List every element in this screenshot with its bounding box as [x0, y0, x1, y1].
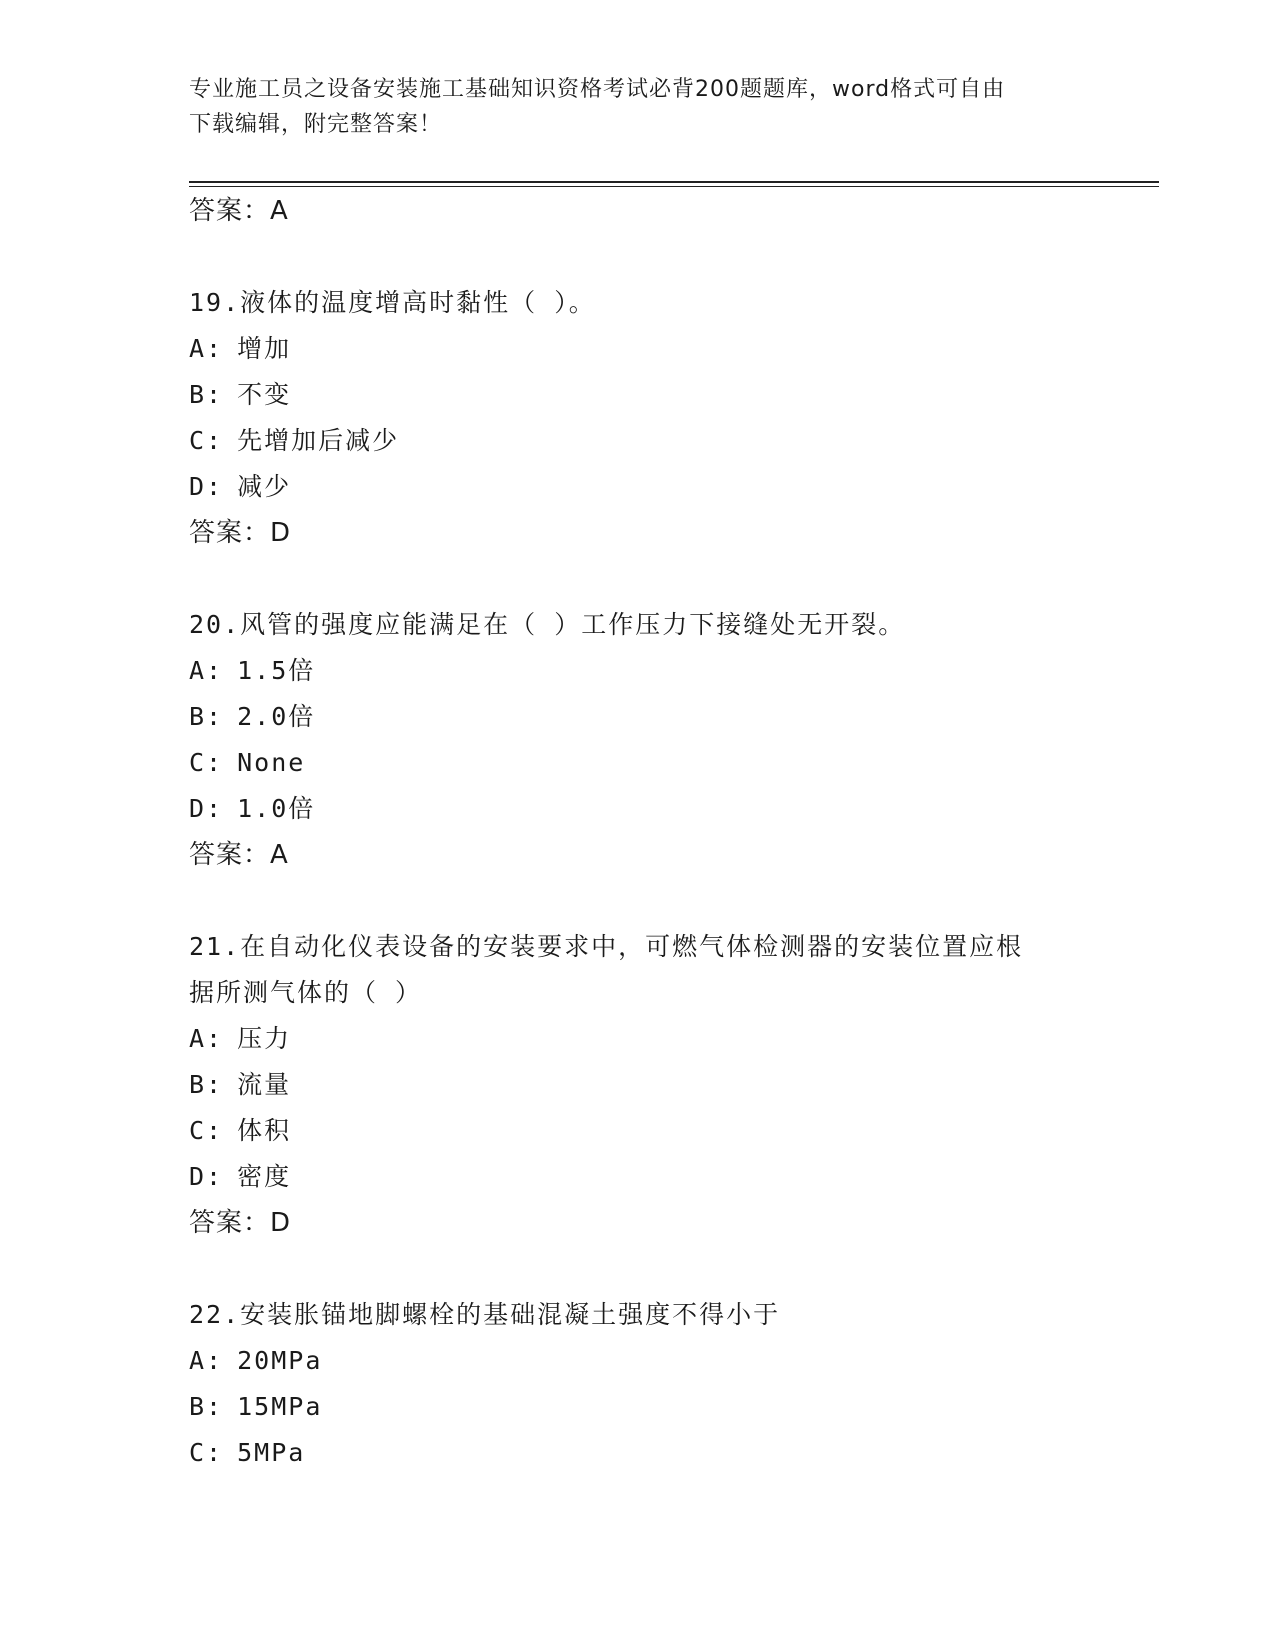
header-divider-thick — [189, 181, 1159, 183]
answer-line: 答案：D — [189, 518, 292, 548]
option-d — [189, 786, 1149, 832]
option-text: 20MPa — [237, 1346, 323, 1375]
option-letter: A: — [189, 656, 224, 685]
header-divider-thin — [189, 186, 1159, 187]
header-line-1: 专业施工员之设备安装施工基础知识资格考试必背200题题库，word格式可自由 — [189, 77, 1006, 102]
option-text: 减少 — [237, 472, 292, 501]
option-a — [189, 1016, 1149, 1062]
answer-line: 答案：D — [189, 1208, 292, 1238]
answer-line: 答案：A — [189, 840, 289, 870]
option-c — [189, 1430, 1149, 1476]
question-22 — [189, 1292, 1149, 1476]
option-d — [189, 464, 1149, 510]
header-line-2: 下载编辑，附完整答案！ — [189, 112, 443, 137]
question-21 — [189, 924, 1149, 1246]
question-text-line-2: 据所测气体的（ ） — [189, 978, 423, 1007]
option-c — [189, 418, 1149, 464]
option-b — [189, 1384, 1149, 1430]
option-a — [189, 648, 1149, 694]
option-d — [189, 1154, 1149, 1200]
option-text: 增加 — [237, 334, 292, 363]
option-text: 1.0倍 — [237, 794, 316, 823]
document-header — [189, 72, 1089, 142]
option-letter: A: — [189, 334, 224, 363]
option-letter: D: — [189, 472, 224, 501]
option-text: 体积 — [237, 1116, 292, 1145]
option-b — [189, 372, 1149, 418]
option-letter: B: — [189, 702, 224, 731]
option-text: 流量 — [237, 1070, 292, 1099]
question-text: 19.液体的温度增高时黏性（ ）。 — [189, 288, 596, 317]
spacer — [189, 1246, 1149, 1292]
option-letter: C: — [189, 1438, 224, 1467]
previous-answer: 答案：A — [189, 196, 289, 226]
option-text: 15MPa — [237, 1392, 323, 1421]
option-text: 压力 — [237, 1024, 292, 1053]
option-b — [189, 694, 1149, 740]
option-letter: A: — [189, 1346, 224, 1375]
option-letter: C: — [189, 426, 224, 455]
option-b — [189, 1062, 1149, 1108]
option-letter: B: — [189, 380, 224, 409]
option-text: 2.0倍 — [237, 702, 316, 731]
option-text: None — [237, 748, 306, 777]
option-letter: C: — [189, 1116, 224, 1145]
spacer — [189, 234, 1149, 280]
option-letter: A: — [189, 1024, 224, 1053]
question-list — [189, 188, 1149, 1476]
question-19 — [189, 280, 1149, 556]
option-text: 先增加后减少 — [237, 426, 400, 455]
question-text: 22.安装胀锚地脚螺栓的基础混凝土强度不得小于 — [189, 1300, 781, 1329]
option-text: 密度 — [237, 1162, 292, 1191]
option-a — [189, 326, 1149, 372]
option-letter: B: — [189, 1070, 224, 1099]
option-text: 1.5倍 — [237, 656, 316, 685]
option-text: 5MPa — [237, 1438, 306, 1467]
option-c — [189, 1108, 1149, 1154]
spacer — [189, 878, 1149, 924]
question-text-line-1: 21.在自动化仪表设备的安装要求中，可燃气体检测器的安装位置应根 — [189, 932, 1024, 961]
option-letter: D: — [189, 794, 224, 823]
option-text: 不变 — [237, 380, 292, 409]
question-20 — [189, 602, 1149, 878]
option-letter: D: — [189, 1162, 224, 1191]
spacer — [189, 556, 1149, 602]
option-letter: C: — [189, 748, 224, 777]
option-letter: B: — [189, 1392, 224, 1421]
option-c — [189, 740, 1149, 786]
question-text: 20.风管的强度应能满足在（ ）工作压力下接缝处无开裂。 — [189, 610, 906, 639]
option-a — [189, 1338, 1149, 1384]
